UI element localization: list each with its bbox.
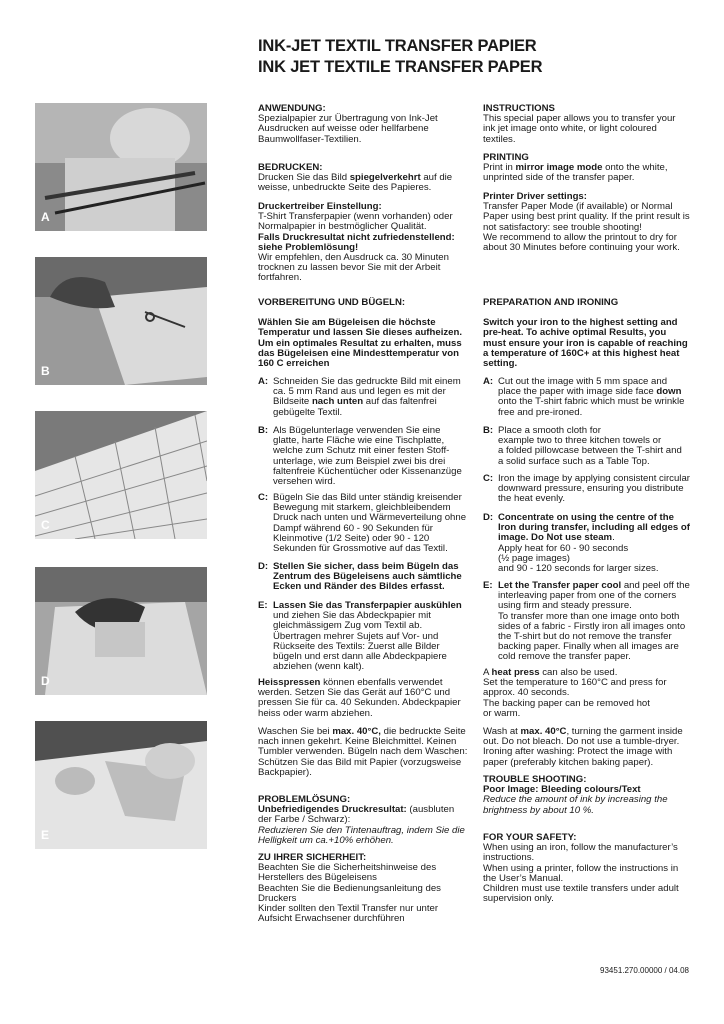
de-application-text: Spezialpapier zur Übertragung von Ink-Jet Ausdrucken auf weisse oder hellfarbene Baumwollfaser-Textilien.	[258, 113, 438, 145]
de-step-a	[258, 377, 468, 418]
en-washing-text-2: , turning the garment inside out. Do not bleach. Do not use a tumble-dryer. Ironing after washing: Protect the image with paper (preferably kitchen baking paper).	[483, 726, 683, 768]
de-driver-text-2: Wir empfehlen, den Ausdruck ca. 30 Minuten trocknen zu lassen bevor Sie mit der Arbeit fortfahren.	[258, 252, 449, 284]
de-step-c-text: Bügeln Sie das Bild unter ständig kreisender Bewegung mit starkem, gleichbleibendem Druck nach unten und Wärmeverteilung ohne Dampf während 60 - 90 Sekunden für Kleinmotive (1/2 Seite) oder 90 - 120 Sekunden für Grossmotive auf das Textil.	[273, 492, 467, 555]
en-printing-text-2: onto the white, unprinted side of the transfer paper.	[483, 162, 668, 184]
en-step-a-key: A:	[483, 376, 494, 387]
de-troubleshooting-heading: PROBLEMLÖSUNG:	[258, 794, 351, 805]
photo-c-label: C	[41, 518, 50, 532]
de-printing-bold: spiegelverkehrt	[349, 172, 421, 184]
de-printing-text-2: auf die weisse, unbedruckte Seite des Papieres.	[258, 172, 453, 194]
de-printing-text-1: Drucken Sie das Bild	[258, 172, 350, 184]
title-german: INK-JET TEXTIL TRANSFER PAPIER	[258, 37, 537, 55]
de-step-e-text: und ziehen Sie das Abdeckpapier mit gleichmässigem Zug vom Textil ab. Übertragen mehrer Sujets auf Vor- und Rückseite des Textils: Zuerst alle Bilder bügeln und erst dann alle Abdeckpapiere abziehen (wenn kalt).	[273, 610, 447, 673]
photo-e	[35, 721, 207, 849]
photo-b	[35, 257, 207, 385]
de-washing	[258, 727, 468, 778]
en-step-d-bold: Concentrate on using the centre of the Iron during transfer, including all edges of image. Do Not use steam	[498, 512, 690, 544]
photo-d-image	[35, 567, 207, 695]
de-safety	[258, 853, 468, 924]
de-preparation-heading: VORBEREITUNG UND BÜGELN:	[258, 297, 406, 308]
en-troubleshooting-heading: TROUBLE SHOOTING:	[483, 774, 587, 785]
de-step-a-text-1: Schneiden Sie das gedruckte Bild mit einem ca. 5 mm Rand aus und legen es mit der Bildseite	[273, 376, 461, 408]
en-washing-bold: max. 40°C	[520, 726, 567, 737]
en-step-b-text: Place a smooth cloth for example two to three kitchen towels or a folded pillowcase between the T-shirt and a solid surface such as a Table Top.	[498, 425, 682, 467]
en-step-c	[483, 474, 690, 505]
photo-e-label: E	[41, 828, 50, 842]
en-heat-press-text-2: can also be used. Set the temperature to 160°C and press for approx. 40 seconds. The backing paper can be removed hot or warm.	[483, 667, 667, 719]
de-driver-bold: Falls Druckresultat nicht zufriedenstellend: siehe Problemlösung!	[258, 231, 455, 253]
en-printing	[483, 153, 690, 184]
en-printing-bold: mirror image mode	[515, 162, 603, 174]
photo-d-label: D	[41, 674, 50, 688]
en-instructions-heading: INSTRUCTIONS	[483, 103, 555, 114]
de-troubleshooting-italic: Reduzieren Sie den Tintenauftrag, indem Sie die Helligkeit um ca.+10% erhöhen.	[258, 824, 465, 846]
title-english: INK JET TEXTILE TRANSFER PAPER	[258, 58, 543, 76]
photo-b-image	[35, 257, 207, 385]
en-printing-heading: PRINTING	[483, 152, 529, 163]
en-troubleshooting	[483, 775, 690, 816]
de-step-b-text: Als Bügelunterlage verwenden Sie eine glatte, harte Fläche wie eine Tischplatte, welche zum Schutz mit einer festen Stoff-unterlage, wie zum Beispiel zwei bis drei faltenfreie Küchentücher oder Kissenanzüge versehen wird.	[273, 425, 462, 488]
de-step-a-text-2: auf das faltenfrei gebügelte Textil.	[273, 396, 437, 418]
de-step-b	[258, 426, 468, 487]
en-step-b	[483, 426, 682, 467]
de-heat-press-bold: Heisspressen	[258, 677, 321, 688]
en-step-e-text: and peel off the interleaving paper from one of the corners using firm and steady pressure. To transfer more than one image onto both sides of a fabric - Firstly iron all images onto the T-shirt but do not remove the transfer backing paper. Finally when all images are cold remove the transfer paper.	[498, 580, 690, 663]
en-step-d	[483, 513, 690, 574]
de-printing-heading: BEDRUCKEN:	[258, 162, 323, 173]
photo-a-image	[35, 103, 207, 231]
en-preparation	[483, 298, 690, 369]
en-preparation-heading: PREPARATION AND IRONING	[483, 297, 619, 308]
de-troubleshooting-text: (ausbluten der Farbe / Schwarz):	[258, 804, 455, 826]
en-troubleshooting-bold: Poor Image: Bleeding colours/Text	[483, 784, 641, 796]
de-preparation	[258, 298, 468, 369]
en-step-e	[483, 581, 690, 663]
en-instructions	[483, 104, 690, 145]
photo-a	[35, 103, 207, 231]
en-washing-text-1: Wash at	[483, 726, 521, 737]
de-safety-heading: ZU IHRER SICHERHEIT:	[258, 852, 367, 863]
en-instructions-text: This special paper allows you to transfer your ink jet image onto white, or light coloured textiles.	[483, 113, 676, 145]
de-driver-text: T-Shirt Transferpapier (wenn vorhanden) oder Normalpapier in bestmöglicher Qualität.	[258, 211, 453, 233]
en-step-e-key: E:	[483, 580, 493, 591]
de-step-e-bold: Lassen Sie das Transferpapier auskühlen	[273, 600, 462, 611]
en-step-a	[483, 377, 690, 418]
en-heat-press-text-1: A	[483, 667, 492, 678]
de-troubleshooting	[258, 795, 468, 846]
document-title	[258, 36, 542, 78]
en-step-d-text: . Apply heat for 60 - 90 seconds (½ page images) and 90 - 120 seconds for larger sizes.	[498, 532, 659, 575]
de-step-d-key: D:	[258, 561, 269, 572]
en-heat-press	[483, 668, 690, 719]
en-step-a-text-1: Cut out the image with 5 mm space and place the paper with image side face	[498, 376, 668, 398]
en-washing	[483, 727, 690, 768]
de-step-c-key: C:	[258, 492, 269, 503]
en-heat-press-bold: heat press	[491, 667, 540, 678]
en-safety	[483, 833, 690, 904]
en-troubleshooting-italic: Reduce the amount of ink by increasing the brightness by about 10 %.	[483, 794, 668, 816]
de-step-d	[258, 562, 468, 593]
de-safety-text: Beachten Sie die Sicherheitshinweise des Herstellers des Bügeleisens Beachten Sie die Bedienungsanleitung des Druckers Kinder sollten den Textil Transfer nur unter Aufsicht Erwachsener durchführen	[258, 862, 441, 925]
de-step-a-key: A:	[258, 376, 269, 387]
de-application-heading: ANWENDUNG:	[258, 103, 326, 114]
photo-e-image	[35, 721, 207, 849]
de-preparation-bold: Wählen Sie am Bügeleisen die höchste Temperatur und lassen Sie dieses aufheizen. Um ein optimales Resultat zu erhalten, muss das Bügeleisen eine Mindesttemperatur von 160 C erreichen	[258, 317, 463, 370]
de-driver	[258, 202, 468, 284]
en-step-c-key: C:	[483, 473, 494, 484]
de-step-b-key: B:	[258, 425, 269, 436]
de-step-a-bold: nach unten	[311, 396, 364, 408]
en-safety-text: When using an iron, follow the manufacturer’s instructions. When using a printer, follow the instructions in the User’s Manual. Children must use textile transfers under adult supervision only.	[483, 842, 679, 905]
de-washing-bold: max. 40°C,	[332, 726, 381, 737]
en-step-a-text-2: onto the T-shirt fabric which must be wrinkle free and pre-ironed.	[498, 396, 685, 418]
en-safety-heading: FOR YOUR SAFETY:	[483, 832, 577, 843]
de-driver-heading: Druckertreiber Einstellung:	[258, 201, 382, 212]
photo-c	[35, 411, 207, 539]
de-heat-press	[258, 678, 468, 719]
de-step-d-bold: Stellen Sie sicher, dass beim Bügeln das Zentrum des Bügeleisens auch sämtliche Ecken und Ränder des Bildes erfasst.	[273, 561, 462, 593]
en-preparation-bold: Switch your iron to the highest setting and pre-heat. To achive optimal Results, you must ensure your iron is capable of reaching a temperature of 160C+ at this highest heat setting.	[483, 317, 688, 370]
en-step-e-bold: Let the Transfer paper cool	[498, 580, 622, 591]
en-driver	[483, 192, 690, 253]
en-printing-text-1: Print in	[483, 162, 516, 174]
de-printing	[258, 163, 468, 194]
de-troubleshooting-bold: Unbefriedigendes Druckresultat:	[258, 804, 407, 816]
de-step-e	[258, 601, 468, 672]
de-step-e-key: E:	[258, 600, 268, 611]
de-application	[258, 104, 468, 145]
en-step-d-key: D:	[483, 512, 494, 523]
de-step-c	[258, 493, 468, 554]
en-step-a-bold: down	[656, 386, 682, 398]
en-driver-text: Transfer Paper Mode (if available) or Normal Paper using best print quality. If the print result is not satisfactory: see trouble shooting! We recommend to allow the printout to dry for about 30 Minutes before continuing your work.	[483, 201, 690, 254]
de-washing-text-1: Waschen Sie bei	[258, 726, 333, 737]
footer-reference: 93451.270.00000 / 04.08	[600, 966, 689, 975]
en-step-b-key: B:	[483, 425, 494, 436]
photo-b-label: B	[41, 364, 50, 378]
de-heat-press-text: können ebenfalls verwendet werden. Setzen Sie das Gerät auf 160°C und pressen Sie für ca. 40 Sekunden. Abdeckpapier heiss oder warm abziehen.	[258, 677, 461, 719]
en-driver-heading: Printer Driver settings:	[483, 191, 587, 202]
en-step-c-text: Iron the image by applying consistent circular downward pressure, ensuring you distribute the heat evenly.	[498, 473, 690, 505]
photo-c-image	[35, 411, 207, 539]
photo-a-label: A	[41, 210, 50, 224]
de-printing-text	[258, 173, 468, 193]
de-washing-text-2: die bedruckte Seite nach innen gekehrt. Keine Bleichmittel. Keinen Tumbler verwenden. Bügeln nach dem Waschen: Schützen Sie das Bild mit Papier (vorzugsweise Backpapier).	[258, 726, 468, 778]
photo-d	[35, 567, 207, 695]
